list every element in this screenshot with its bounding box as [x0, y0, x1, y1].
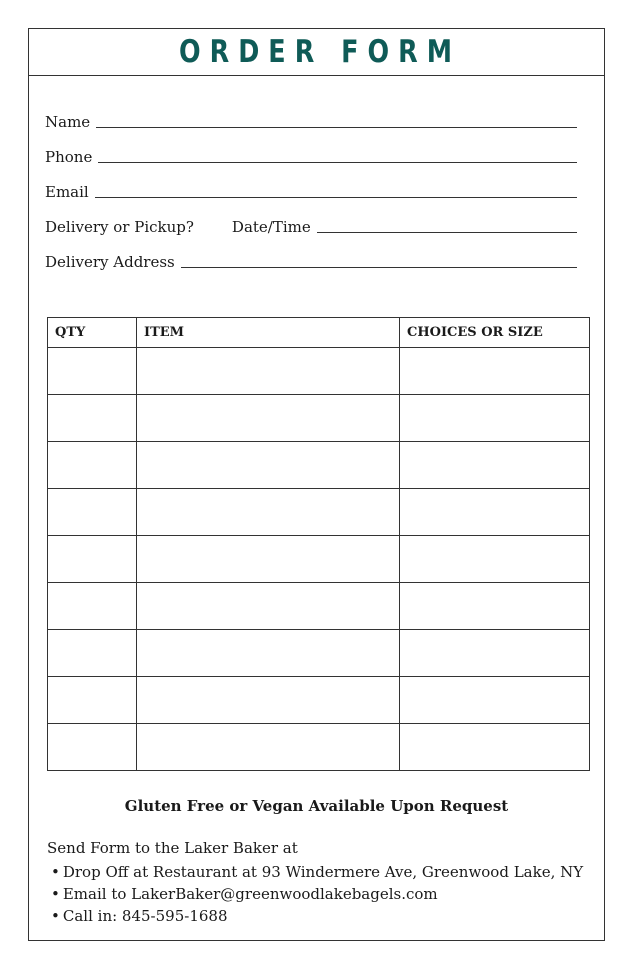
- name-field[interactable]: [45, 109, 577, 131]
- qty-cell[interactable]: [48, 395, 137, 442]
- item-cell[interactable]: [137, 489, 400, 536]
- qty-cell[interactable]: [48, 348, 137, 395]
- qty-cell[interactable]: [48, 677, 137, 724]
- item-cell[interactable]: [137, 630, 400, 677]
- title-bar: [29, 29, 604, 76]
- qty-cell[interactable]: [48, 630, 137, 677]
- name-label: Name: [45, 113, 91, 131]
- send-heading: Send Form to the Laker Baker at: [47, 839, 298, 857]
- table-row: [48, 630, 590, 677]
- table-row: [48, 677, 590, 724]
- choices-cell[interactable]: [400, 677, 590, 724]
- choices-cell[interactable]: [400, 536, 590, 583]
- qty-cell[interactable]: [48, 442, 137, 489]
- table-header-row: [48, 318, 590, 348]
- delivery-or-pickup-label: Delivery or Pickup?: [45, 218, 194, 236]
- item-header: ITEM: [137, 318, 400, 348]
- form-title: ORDER FORM: [179, 34, 462, 70]
- item-cell[interactable]: [137, 442, 400, 489]
- order-rows: [48, 348, 590, 771]
- delivery-address-line[interactable]: [181, 267, 577, 268]
- phone-field[interactable]: [45, 144, 577, 166]
- table-row: [48, 348, 590, 395]
- choices-cell[interactable]: [400, 442, 590, 489]
- order-table: [47, 317, 590, 771]
- delivery-address-field[interactable]: [45, 249, 577, 271]
- choices-cell[interactable]: [400, 583, 590, 630]
- item-cell[interactable]: [137, 395, 400, 442]
- item-cell[interactable]: [137, 583, 400, 630]
- qty-cell[interactable]: [48, 489, 137, 536]
- choices-cell[interactable]: [400, 395, 590, 442]
- send-options-list: [51, 861, 583, 927]
- delivery-address-label: Delivery Address: [45, 253, 175, 271]
- table-row: [48, 489, 590, 536]
- choices-cell[interactable]: [400, 489, 590, 536]
- email-field[interactable]: [45, 179, 577, 201]
- item-cell[interactable]: [137, 724, 400, 771]
- dietary-note: Gluten Free or Vegan Available Upon Request: [124, 797, 509, 815]
- table-row: [48, 442, 590, 489]
- date-time-line[interactable]: [317, 232, 577, 233]
- choices-cell[interactable]: [400, 348, 590, 395]
- qty-cell[interactable]: [48, 583, 137, 630]
- table-row: [48, 395, 590, 442]
- choices-cell[interactable]: [400, 630, 590, 677]
- phone-line[interactable]: [98, 162, 577, 163]
- table-row: [48, 724, 590, 771]
- send-option-email: • Email to LakerBaker@greenwoodlakebagels.com: [51, 883, 583, 905]
- name-line[interactable]: [96, 127, 577, 128]
- table-row: [48, 583, 590, 630]
- phone-label: Phone: [45, 148, 93, 166]
- email-label: Email: [45, 183, 89, 201]
- order-form-sheet: [28, 28, 605, 941]
- qty-header: QTY: [48, 318, 137, 348]
- email-line[interactable]: [95, 197, 577, 198]
- item-cell[interactable]: [137, 348, 400, 395]
- item-cell[interactable]: [137, 536, 400, 583]
- delivery-datetime-row[interactable]: [45, 214, 577, 236]
- item-cell[interactable]: [137, 677, 400, 724]
- qty-cell[interactable]: [48, 724, 137, 771]
- send-option-call: • Call in: 845-595-1688: [51, 905, 583, 927]
- table-row: [48, 536, 590, 583]
- choices-cell[interactable]: [400, 724, 590, 771]
- qty-cell[interactable]: [48, 536, 137, 583]
- send-option-dropoff: • Drop Off at Restaurant at 93 Windermere Ave, Greenwood Lake, NY: [51, 861, 583, 883]
- date-time-label: Date/Time: [231, 218, 311, 236]
- choices-header: CHOICES OR SIZE: [400, 318, 590, 348]
